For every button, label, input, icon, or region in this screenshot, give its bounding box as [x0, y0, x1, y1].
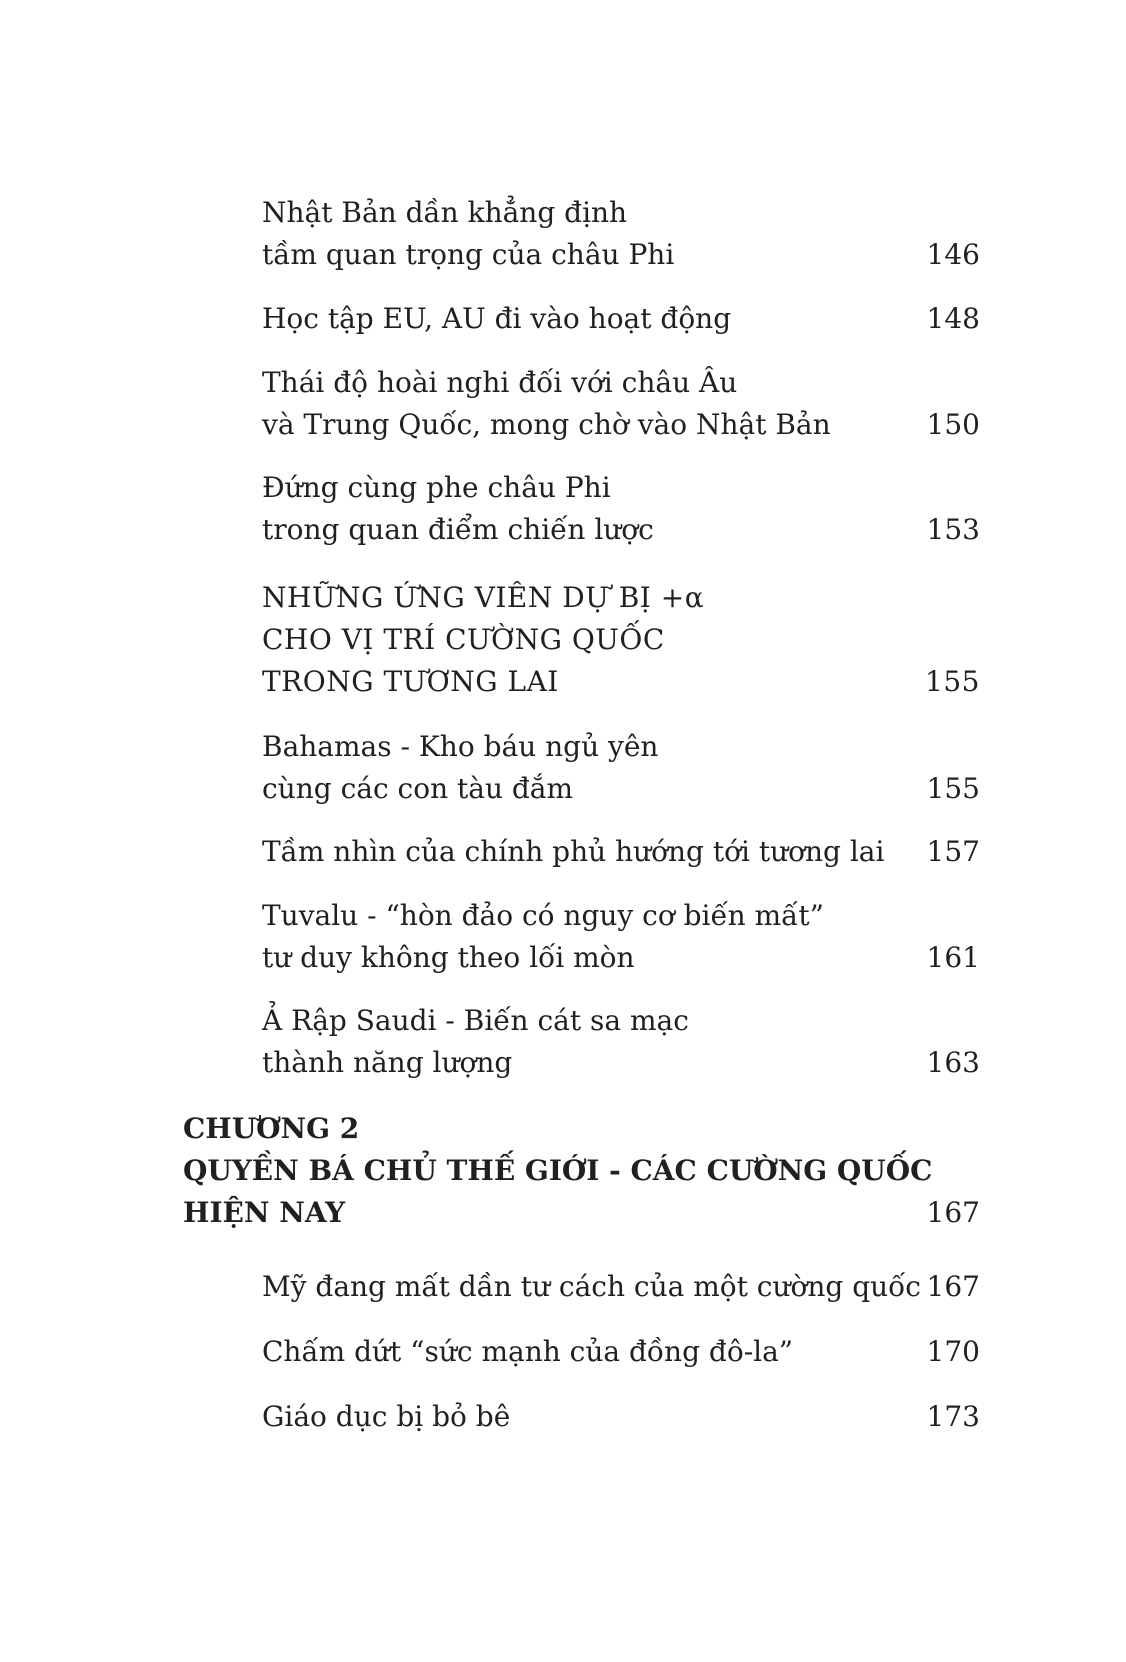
toc-entry[interactable]: [262, 1396, 980, 1438]
toc-entry-title-line: NHỮNG ỨNG VIÊN DỰ BỊ +α: [262, 581, 705, 614]
toc-entry-title-line: Chấm dứt “sức mạnh của đồng đô-la”: [262, 1335, 794, 1368]
toc-chapter-heading[interactable]: [183, 1108, 980, 1234]
toc-entry-title-line: thành năng lượng: [262, 1046, 513, 1079]
toc-page-number: 170: [926, 1335, 980, 1368]
toc-page-number: 148: [926, 302, 980, 335]
toc-entry-title-line: trong quan điểm chiến lược: [262, 513, 654, 546]
toc-section-entry[interactable]: [262, 577, 980, 703]
toc-entry-title-line: Thái độ hoài nghi đối với châu Âu: [262, 366, 738, 399]
toc-entry[interactable]: [262, 192, 980, 276]
toc-page-number: 161: [926, 941, 980, 974]
toc-page-number: 153: [926, 513, 980, 546]
toc-page-number: 167: [926, 1270, 980, 1303]
toc-entry-title-line: tư duy không theo lối mòn: [262, 941, 635, 974]
toc-entry[interactable]: [262, 1000, 980, 1084]
toc-entry[interactable]: [262, 831, 980, 873]
chapter-title-line: QUYỀN BÁ CHỦ THẾ GIỚI - CÁC CƯỜNG QUỐC: [183, 1154, 933, 1187]
toc-entry-title-line: tầm quan trọng của châu Phi: [262, 238, 675, 271]
toc-entry[interactable]: [262, 298, 980, 340]
toc-entry[interactable]: [262, 467, 980, 551]
toc-entry-title-line: Học tập EU, AU đi vào hoạt động: [262, 302, 732, 335]
toc-entry-title-line: CHO VỊ TRÍ CƯỜNG QUỐC: [262, 623, 665, 656]
toc-entry-title-line: Nhật Bản dần khẳng định: [262, 196, 628, 229]
toc-entry-title-line: Bahamas - Kho báu ngủ yên: [262, 730, 659, 763]
toc-page-number: 155: [926, 772, 980, 805]
toc-entry[interactable]: [262, 1266, 980, 1308]
toc-entry-title-line: Đứng cùng phe châu Phi: [262, 471, 611, 504]
toc-entry-title-line: Ả Rập Saudi - Biến cát sa mạc: [262, 1004, 689, 1037]
toc-page-number: 146: [926, 238, 980, 271]
toc-page-number: 173: [926, 1400, 980, 1433]
toc-entry[interactable]: [262, 726, 980, 810]
toc-page-number: 167: [926, 1196, 980, 1229]
chapter-title-line: CHƯƠNG 2: [183, 1112, 360, 1145]
toc-page-number: 163: [926, 1046, 980, 1079]
chapter-title-line: HIỆN NAY: [183, 1196, 346, 1229]
toc-entry-title-line: cùng các con tàu đắm: [262, 772, 574, 805]
toc-entry-title-line: và Trung Quốc, mong chờ vào Nhật Bản: [262, 408, 831, 441]
toc-entry-title-line: Tầm nhìn của chính phủ hướng tới tương lai: [262, 835, 885, 868]
toc-entry-title-line: Tuvalu - “hòn đảo có nguy cơ biến mất”: [262, 899, 824, 932]
toc-entry[interactable]: [262, 362, 980, 446]
toc-page-number: 157: [926, 835, 980, 868]
toc-page-number: 155: [925, 665, 980, 698]
toc-entry[interactable]: [262, 895, 980, 979]
toc-entry-title-line: Giáo dục bị bỏ bê: [262, 1400, 511, 1433]
toc-entry-title-line: TRONG TƯƠNG LAI: [262, 665, 559, 698]
toc-page-number: 150: [926, 408, 980, 441]
toc-entry-title-line: Mỹ đang mất dần tư cách của một cường quốc: [262, 1270, 921, 1303]
toc-entry[interactable]: [262, 1331, 980, 1373]
